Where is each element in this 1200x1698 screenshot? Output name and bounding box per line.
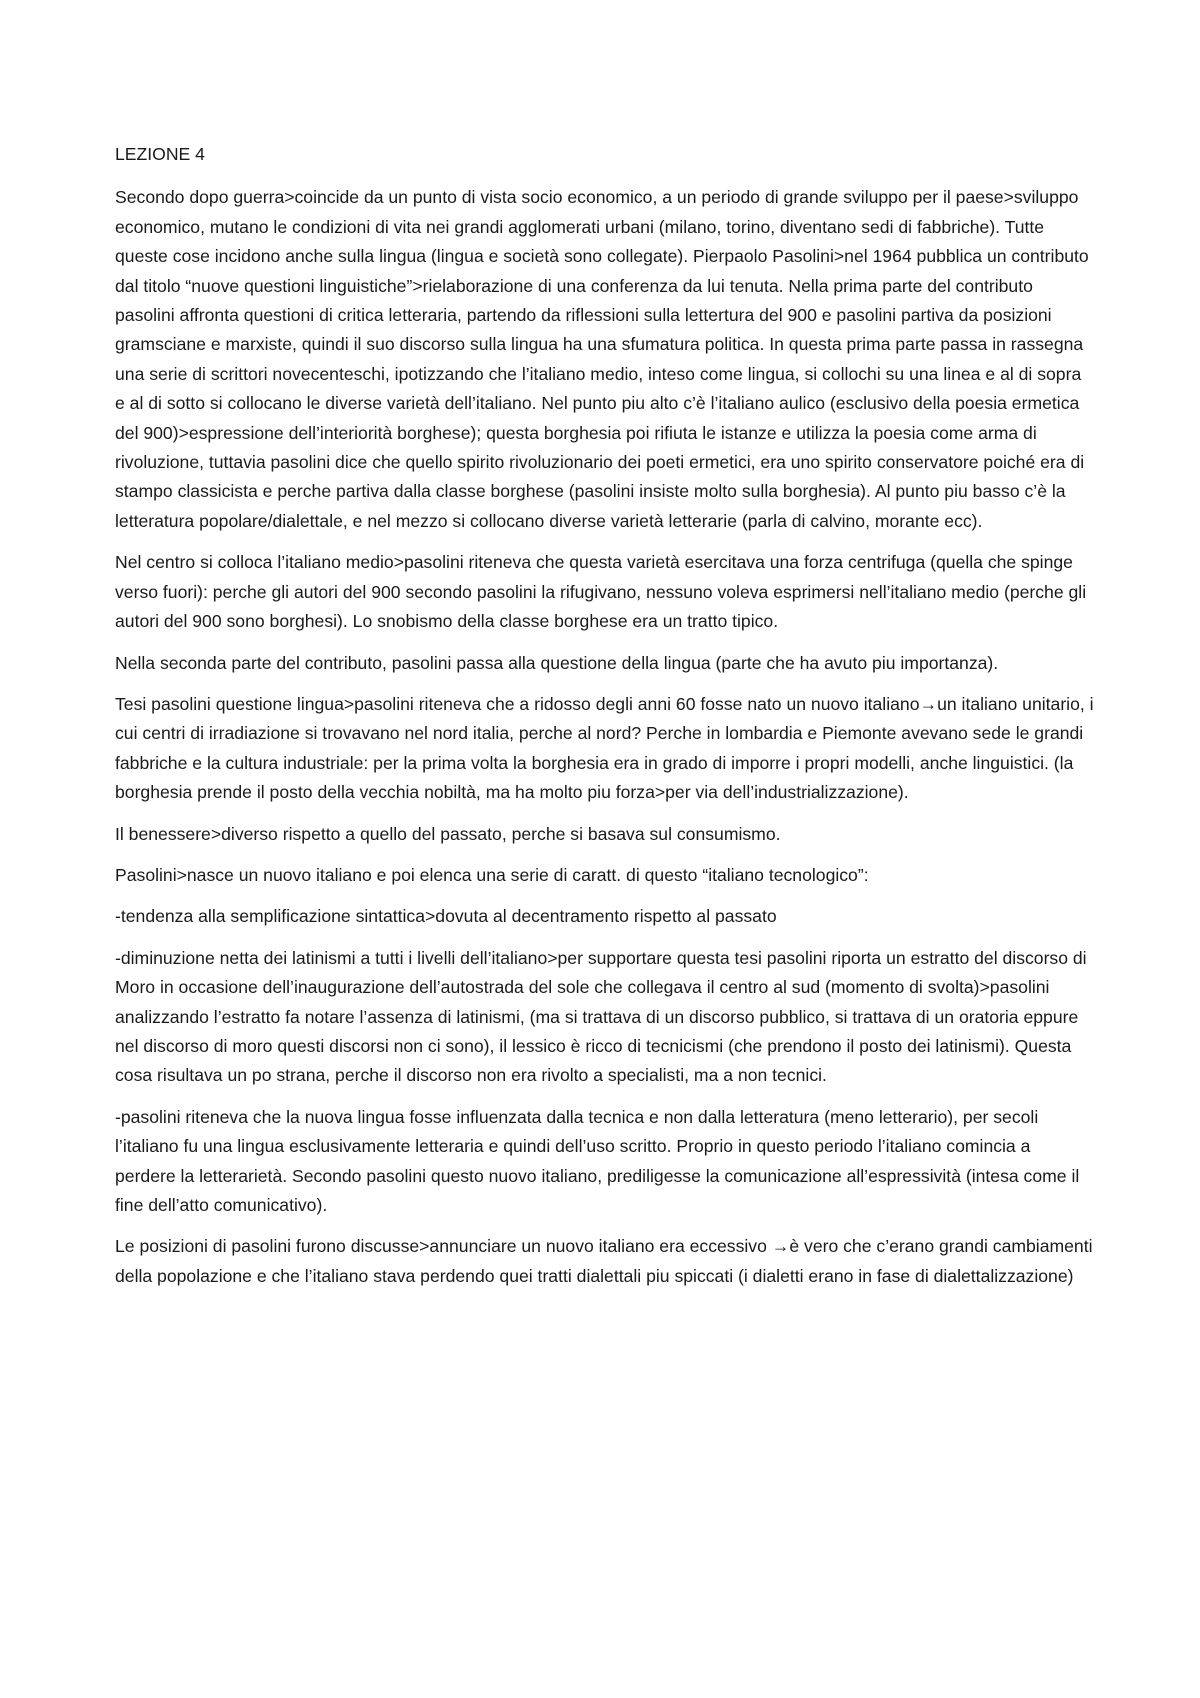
list-item-tecnica: -pasolini riteneva che la nuova lingua fosse influenzata dalla tecnica e non dalla letteratura (meno letterario), per secoli l’italiano fu una lingua esclusivamente letteraria e quindi dell’uso scritto. Proprio in questo periodo l’italiano comincia a perdere la letterarietà. Secondo pasolini questo nuovo italiano, prediligesse la comunicazione all’espressività (intesa come il fine dell’atto comunicativo). <box>115 1106 1080 1215</box>
lesson-heading: LEZIONE 4 <box>115 144 205 164</box>
paragraph-seconda-parte: Nella seconda parte del contributo, pasolini passa alla questione della lingua (parte che ha avuto piu importanza). <box>115 652 999 673</box>
paragraph-italiano-medio: Nel centro si colloca l’italiano medio>pasolini riteneva che questa varietà esercitava una forza centrifuga (quella che spinge verso fuori): perche gli autori del 900 secondo pasolini la rifugivano, nessuno voleva esprimersi nell’italiano medio (perche gli autori del 900 sono borghesi). Lo snobismo della classe borghese era un tratto tipico. <box>115 552 1087 632</box>
document-page <box>115 140 1095 1303</box>
paragraph-nuovo-italiano: Pasolini>nasce un nuovo italiano e poi elenca una serie di caratt. di questo “italiano tecnologico”: <box>115 864 869 885</box>
list-item-latinismi: -diminuzione netta dei latinismi a tutti i livelli dell’italiano>per supportare questa tesi pasolini riporta un estratto del discorso di Moro in occasione dell’inaugurazione dell’autostrada del sole che collegava il centro al sud (momento di svolta)>pasolini analizzando l’estratto fa notare l’assenza di latinismi, (ma si trattava di un discorso pubblico, si trattava di un oratoria eppure nel discorso di moro questi discorsi non ci sono), il lessico è ricco di tecnicismi (che prendono il posto dei latinismi). Questa cosa risultava un po strana, perche il discorso non era rivolto a specialisti, ma a non tecnici. <box>115 947 1087 1086</box>
paragraph-tesi-pasolini: Tesi pasolini questione lingua>pasolini riteneva che a ridosso degli anni 60 fosse nato un nuovo italiano→un italiano unitario, i cui centri di irradiazione si trovavano nel nord italia, perche al nord? Perche in lombardia e Piemonte avevano sede le grandi fabbriche e la cultura industriale: per la prima volta la borghesia era in grado di imporre i propri modelli, anche linguistici. (la borghesia prende il posto della vecchia nobiltà, ma ha molto piu forza>per via dell’industrializzazione). <box>115 693 1094 803</box>
list-item-semplificazione: -tendenza alla semplificazione sintattica>dovuta al decentramento rispetto al passato <box>115 906 777 927</box>
paragraph-postwar: Secondo dopo guerra>coincide da un punto di vista socio economico, a un periodo di grande sviluppo per il paese>sviluppo economico, mutano le condizioni di vita nei grandi agglomerati urbani (milano, torino, diventano sedi di fabbriche). Tutte queste cose incidono anche sulla lingua (lingua e società sono collegate). Pierpaolo Pasolini>nel 1964 pubblica un contributo dal titolo “nuove questioni linguistiche”>rielaborazione di una conferenza da lui tenuta. Nella prima parte del contributo pasolini affronta questioni di critica letteraria, partendo da riflessioni sulla lettertura del 900 e pasolini partiva da posizioni gramsciane e marxiste, quindi il suo discorso sulla lingua ha una sfumatura politica. In questa prima parte passa in rassegna una serie di scrittori novecenteschi, ipotizzando che l’italiano medio, inteso come lingua, si collochi su una linea e al di sopra e al di sotto si collocano le diverse varietà dell’italiano. Nel punto piu alto c’è l’italiano aulico (esclusivo della poesia ermetica del 900)>espressione dell’interiorità borghese); questa borghesia poi rifiuta le istanze e utilizza la poesia come arma di rivoluzione, tuttavia pasolini dice che quello spirito rivoluzionario dei poeti ermetici, era uno spirito conservatore poiché era di stampo classicista e perche partiva dalla classe borghese (pasolini insiste molto sulla borghesia). Al punto piu basso c’è la letteratura popolare/dialettale, e nel mezzo si collocano diverse varietà letterarie (parla di calvino, morante ecc). <box>115 187 1089 531</box>
paragraph-posizioni-discusse: Le posizioni di pasolini furono discusse>annunciare un nuovo italiano era eccessivo →è vero che c’erano grandi cambiamenti della popolazione e che l’italiano stava perdendo quei tratti dialettali piu spiccati (i dialetti erano in fase di dialettalizzazione) <box>115 1236 1093 1286</box>
paragraph-benessere: Il benessere>diverso rispetto a quello del passato, perche si basava sul consumismo. <box>115 823 781 844</box>
